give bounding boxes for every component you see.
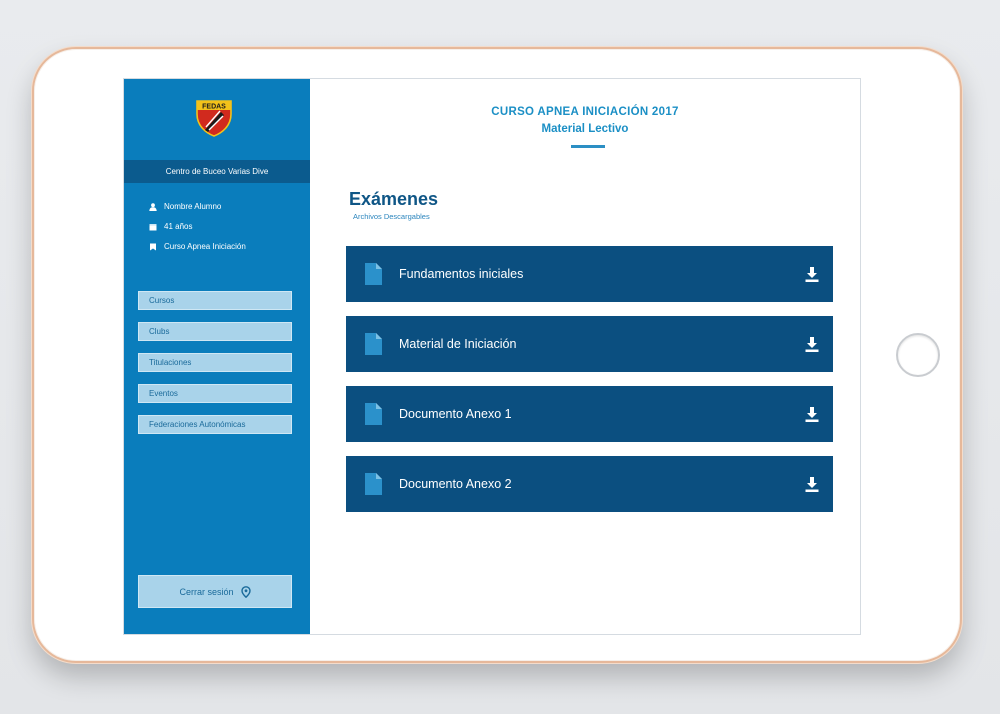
file-name: Documento Anexo 1 (399, 407, 512, 421)
download-icon[interactable] (805, 267, 819, 282)
sidebar-item-titulaciones[interactable]: Titulaciones (138, 353, 292, 372)
logout-label: Cerrar sesión (179, 586, 234, 597)
file-row[interactable] (346, 316, 833, 372)
page-title: CURSO APNEA INICIACIÓN 2017 (491, 106, 679, 118)
document-icon (365, 403, 382, 425)
sidebar-item-clubs[interactable]: Clubs (138, 322, 292, 341)
profile-age (149, 217, 309, 237)
student-profile (149, 197, 309, 257)
profile-name-label: Nombre Alumno (164, 202, 222, 211)
file-name: Fundamentos iniciales (399, 267, 524, 281)
page-subtitle: Material Lectivo (541, 123, 629, 135)
app-screen (124, 79, 860, 634)
home-button[interactable] (896, 333, 940, 377)
sidebar-item-federaciones[interactable]: Federaciones Autonómicas (138, 415, 292, 434)
file-row[interactable] (346, 386, 833, 442)
download-icon[interactable] (805, 407, 819, 422)
profile-course-label: Curso Apnea Iniciación (164, 242, 246, 251)
document-icon (365, 333, 382, 355)
sidebar (124, 79, 310, 634)
fedas-logo (194, 97, 234, 137)
document-icon (365, 473, 382, 495)
file-list (346, 246, 833, 526)
location-pin-icon (241, 586, 251, 598)
document-icon (365, 263, 382, 285)
section-title: Exámenes (349, 189, 439, 209)
title-underline (571, 145, 605, 148)
sidebar-item-eventos[interactable]: Eventos (138, 384, 292, 403)
section-subtitle: Archivos Descargables (353, 212, 430, 221)
file-row[interactable] (346, 456, 833, 512)
svg-text:FEDAS: FEDAS (202, 103, 226, 111)
sidebar-nav (138, 291, 292, 446)
user-icon (149, 203, 157, 211)
download-icon[interactable] (805, 337, 819, 352)
bookmark-icon (149, 243, 157, 251)
file-name: Documento Anexo 2 (399, 477, 512, 491)
club-name-bar: Centro de Buceo Varias Dive (124, 160, 310, 183)
sidebar-item-cursos[interactable]: Cursos (138, 291, 292, 310)
calendar-icon (149, 223, 157, 231)
profile-age-label: 41 años (164, 222, 193, 231)
profile-name (149, 197, 309, 217)
profile-course (149, 237, 309, 257)
download-icon[interactable] (805, 477, 819, 492)
logout-button[interactable] (138, 575, 292, 608)
file-row[interactable] (346, 246, 833, 302)
file-name: Material de Iniciación (399, 337, 517, 351)
